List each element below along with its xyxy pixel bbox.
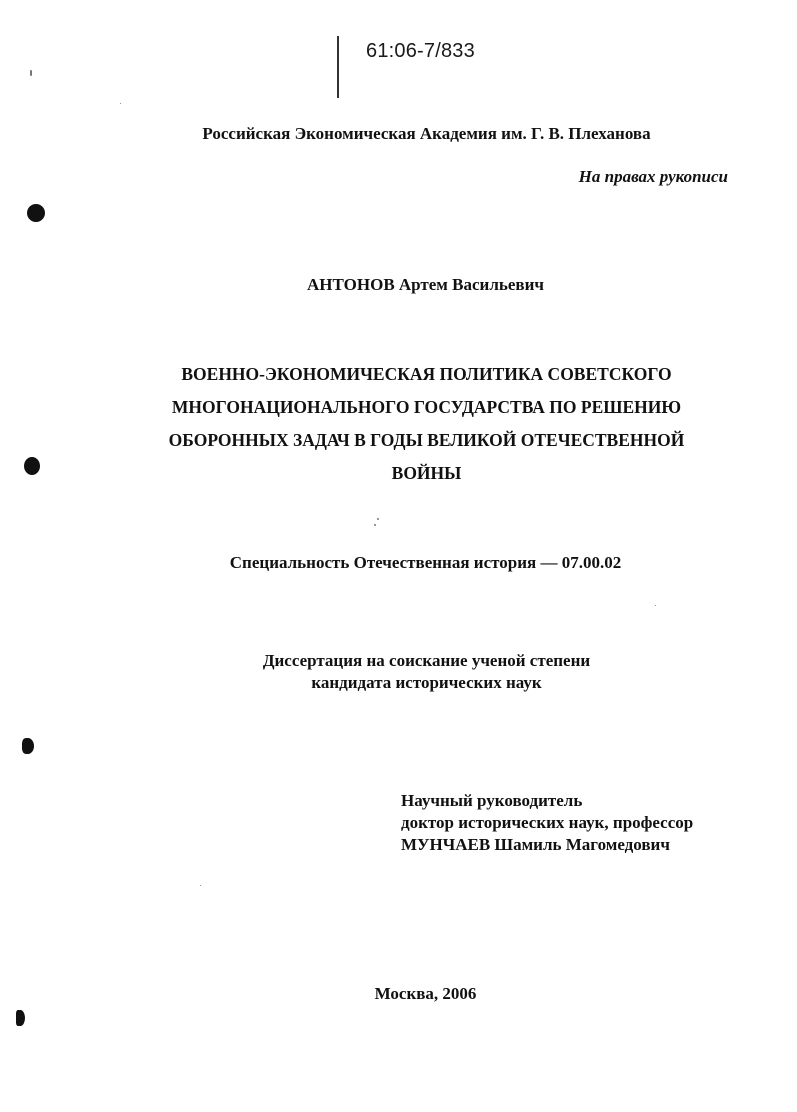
supervisor-block [401,790,693,856]
author-given-names: Артем Васильевич [398,275,544,294]
archive-code: 61:06-7/833 [366,40,475,62]
title-line: ВОЕННО-ЭКОНОМИЧЕСКАЯ ПОЛИТИКА СОВЕТСКОГО [181,364,672,384]
title-line: ОБОРОННЫХ ЗАДАЧ В ГОДЫ ВЕЛИКОЙ ОТЕЧЕСТВЕННОЙ [168,430,685,450]
degree-line: кандидата исторических наук [311,673,542,692]
supervisor-line: МУНЧАЕВ Шамиль Магомедович [401,835,670,854]
punch-hole-icon [27,204,45,222]
title-line: МНОГОНАЦИОНАЛЬНОГО ГОСУДАРСТВА ПО РЕШЕНИЮ [171,397,682,417]
scan-speck [200,885,201,886]
author-surname: АНТОНОВ [307,275,395,294]
punch-hole-icon [24,457,40,475]
supervisor-line: доктор исторических наук, профессор [401,813,694,832]
punch-hole-icon [22,738,34,754]
degree-statement [0,650,797,694]
institution-name: Российская Экономическая Академия им. Г. В. Плеханова [202,124,651,143]
manuscript-note: На правах рукописи [578,167,728,186]
degree-line: Диссертация на соискание ученой степени [262,651,591,670]
stamp-divider [337,36,339,98]
punch-hole-icon [16,1010,25,1026]
scan-speck [377,518,379,520]
supervisor-line: Научный руководитель [401,791,583,810]
scan-speck [374,524,376,526]
scan-speck [120,103,121,104]
specialty: Специальность Отечественная история — 07.00.02 [229,553,622,572]
scan-speck [30,70,32,76]
city-year: Москва, 2006 [374,984,477,1003]
scan-speck [655,605,656,606]
author-name [0,275,797,295]
title-line: ВОЙНЫ [391,463,462,483]
dissertation-title [0,358,797,490]
